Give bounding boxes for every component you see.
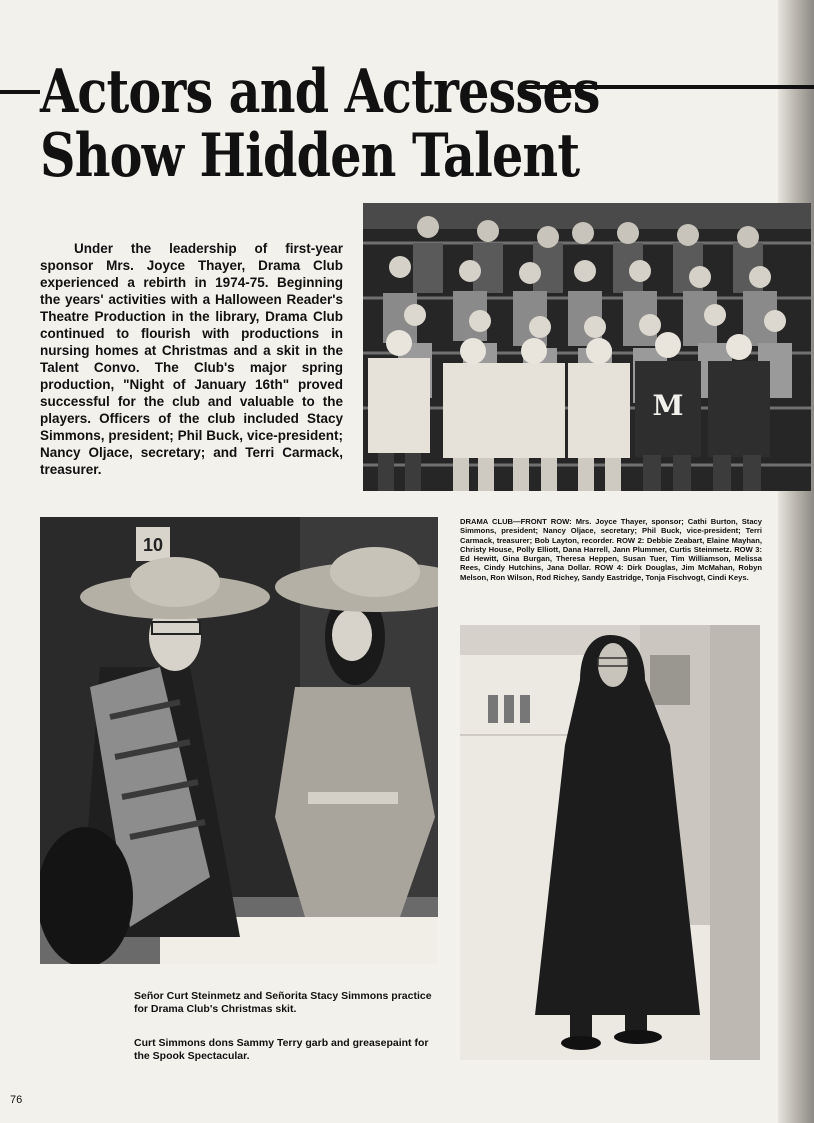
group-photo-roster: DRAMA CLUB—FRONT ROW: Mrs. Joyce Thayer, sponsor; Cathi Burton, Stacy Simmons, president; Nancy Oljace, secretary; Phil Buck, vice-president; Terri Carmack, treasurer; Bob Layton, recorder. ROW 2: Debbie Zeabart, Elaine Mayhan, Christy House, Polly Elliott, Dana Harrell, Jann Plummer, Curtis Steinmetz. ROW 3: Ed Hewitt, Gina Burgan, Theresa Heppen, Susan Tuer, Tim Williamson, Melissa Rees, Cindy Hutchins, Jana Dollar. ROW 4: Dirk Douglas, Jim McMahan, Robyn Melson, Ron Wilson, Rod Richey, Sandy Eastridge, Tonja Fischvogt, Cindi Keys. <box>460 517 762 582</box>
title-line-2: Show Hidden Talent <box>40 121 580 191</box>
spook-spectacular-photo <box>460 625 760 1060</box>
christmas-skit-photo <box>40 517 438 964</box>
sweater-letter: M <box>652 389 684 422</box>
title-rule-left <box>0 90 40 94</box>
cape-photo-caption: Curt Simmons dons Sammy Terry garb and greasepaint for the Spook Spectacular. <box>134 1037 429 1062</box>
skit-photo-caption: Señor Curt Steinmetz and Señorita Stacy Simmons practice for Drama Club's Christmas skit. <box>134 990 432 1015</box>
article-body: Under the leadership of first-year sponsor Mrs. Joyce Thayer, Drama Club experienced a rebirth in 1974-75. Beginning the years' activities with a Halloween Reader's Theatre Production in the library, Drama Club continued to flourish with productions in nursing homes at Christmas and a skit in the Talent Convo. The Club's major spring production, "Night of January 16th" proved successful for the club and valuable to the players. Officers of the club included Stacy Simmons, president; Phil Buck, vice-president; Nancy Oljace, secretary; and Terri Carmack, treasurer. <box>40 241 343 477</box>
page-title <box>40 57 600 191</box>
title-line-1: Actors and Actresses <box>40 57 600 127</box>
drama-club-group-photo <box>363 203 811 491</box>
wall-number: 10 <box>142 535 164 555</box>
page-number: 76 <box>10 1094 23 1106</box>
page-edge-shadow <box>778 0 814 1123</box>
